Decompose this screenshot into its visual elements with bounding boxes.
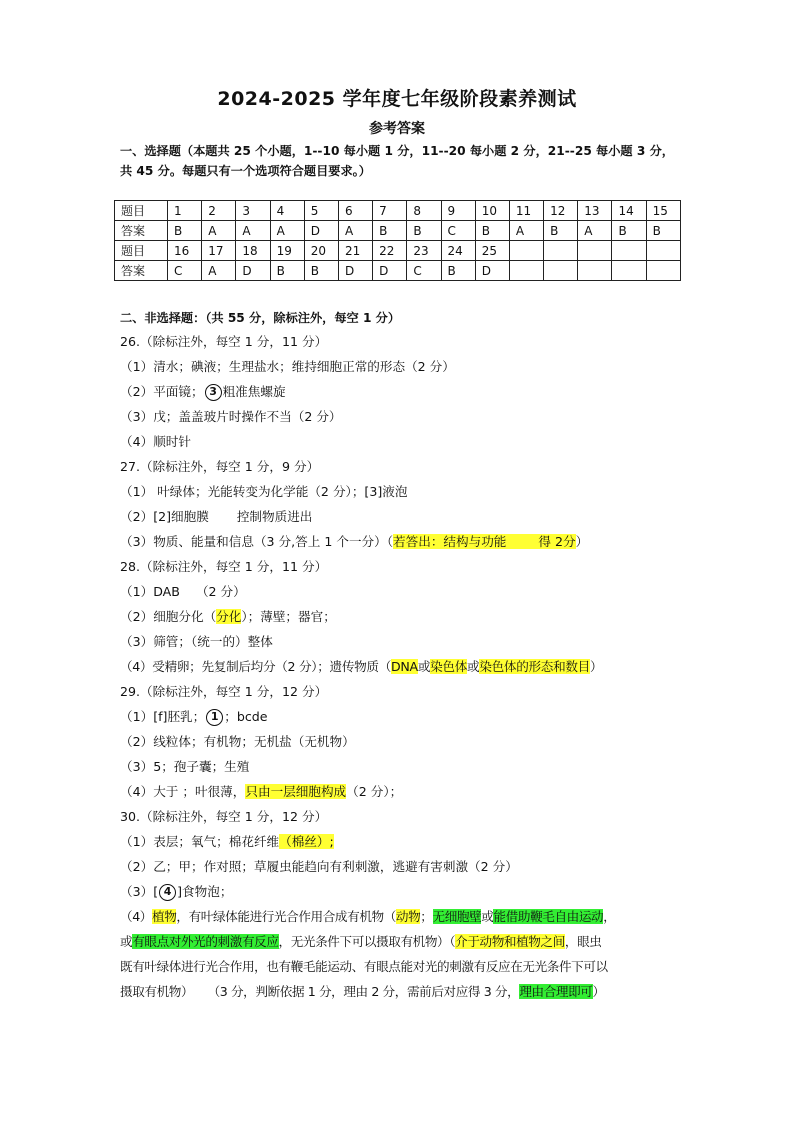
q26-heading: 26.（除标注外，每空 1 分，11 分） xyxy=(120,334,328,349)
table-cell: C xyxy=(407,261,441,281)
table-cell: B xyxy=(270,261,304,281)
table-cell: D xyxy=(475,261,509,281)
table-cell: B xyxy=(646,221,680,241)
answer-table xyxy=(114,200,681,281)
table-cell: A xyxy=(202,261,236,281)
table-cell xyxy=(578,241,612,261)
table-cell: B xyxy=(304,261,338,281)
q27-answer-1: （1） 叶绿体；光能转变为化学能（2 分）；[3]液泡 xyxy=(120,484,408,499)
highlight: DNA xyxy=(391,659,418,674)
page-subtitle: 参考答案 xyxy=(369,121,425,137)
table-cell xyxy=(646,261,680,281)
table-cell: 22 xyxy=(373,241,407,261)
table-cell: 14 xyxy=(612,201,646,221)
q27-heading: 27.（除标注外，每空 1 分，9 分） xyxy=(120,459,320,474)
table-cell: 8 xyxy=(407,201,441,221)
table-row xyxy=(115,241,681,261)
q28-heading: 28.（除标注外，每空 1 分，11 分） xyxy=(120,559,328,574)
table-cell: 16 xyxy=(168,241,202,261)
q27-answer-3: （3）物质、能量和信息（3 分,答上 1 个一分）（若答出：结构与功能 得 2分） xyxy=(120,534,589,549)
table-cell xyxy=(509,261,543,281)
table-cell: D xyxy=(338,261,372,281)
highlight: 介于动物和植物之间 xyxy=(455,934,565,949)
table-cell xyxy=(646,241,680,261)
table-cell: C xyxy=(168,261,202,281)
table-cell xyxy=(509,241,543,261)
table-cell: 12 xyxy=(544,201,578,221)
highlight: 动物 xyxy=(395,909,421,924)
q29-answer-3: （3）5；孢子囊；生殖 xyxy=(120,759,250,774)
q29-answer-2: （2）线粒体；有机物；无机盐（无机物） xyxy=(120,734,355,749)
q30-answer-4-line1: （4）植物，有叶绿体能进行光合作用合成有机物（动物；无细胞壁或能借助鞭毛自由运动， xyxy=(120,909,616,924)
circled-number: 1 xyxy=(206,709,223,726)
q30-answer-4-line4: 摄取有机物） （3 分，判断依据 1 分，理由 2 分，需前后对应得 3 分，理由合理即可） xyxy=(120,984,605,999)
q30-answer-3: （3）[ 4 ]食物泡； xyxy=(120,884,233,899)
page-title: 2024-2025 学年度七年级阶段素养测试 xyxy=(217,88,577,110)
table-cell: 20 xyxy=(304,241,338,261)
table-cell: 10 xyxy=(475,201,509,221)
table-cell: 11 xyxy=(509,201,543,221)
q28-answer-3: （3）筛管；（统一的）整体 xyxy=(120,634,273,649)
table-cell xyxy=(612,241,646,261)
table-cell: B xyxy=(475,221,509,241)
q29-heading: 29.（除标注外，每空 1 分，12 分） xyxy=(120,684,328,699)
table-cell: 24 xyxy=(441,241,475,261)
table-cell: 18 xyxy=(236,241,270,261)
answer-lines xyxy=(120,329,685,1004)
table-cell: D xyxy=(373,261,407,281)
table-cell: A xyxy=(578,221,612,241)
table-cell: 5 xyxy=(304,201,338,221)
q28-answer-1: （1）DAB （2 分） xyxy=(120,584,246,599)
table-cell xyxy=(544,241,578,261)
table-cell: 3 xyxy=(236,201,270,221)
section1-heading: 一、选择题（本题共 25 个小题，1--10 每小题 1 分，11--20 每小题 2 分，21--25 每小题 3 分，共 45 分。每题只有一个选项符合题目要求。） xyxy=(120,144,674,178)
q26-answer-1: （1）清水；碘液；生理盐水；维持细胞正常的形态（2 分） xyxy=(120,359,455,374)
table-cell: C xyxy=(441,221,475,241)
table-cell: A xyxy=(509,221,543,241)
table-cell: B xyxy=(441,261,475,281)
table-cell: A xyxy=(236,221,270,241)
circled-number: 4 xyxy=(159,884,176,901)
circled-number: 3 xyxy=(205,384,222,401)
table-cell xyxy=(612,261,646,281)
table-cell: D xyxy=(304,221,338,241)
row-label: 题目 xyxy=(115,201,168,221)
table-cell: 4 xyxy=(270,201,304,221)
q29-answer-4: （4）大于 ；叶很薄，只由一层细胞构成（2 分）； xyxy=(120,784,403,799)
q28-answer-2: （2）细胞分化（分化）；薄壁；器官； xyxy=(120,609,336,624)
table-row xyxy=(115,221,681,241)
highlight: 染色体的形态和数目 xyxy=(479,659,590,674)
q26-answer-4: （4）顺时针 xyxy=(120,434,191,449)
q30-answer-4-line2: 或有眼点对外光的刺激有反应，无光条件下可以摄取有机物）（介于动物和植物之间，眼虫 xyxy=(120,934,602,949)
row-label: 答案 xyxy=(115,221,168,241)
table-cell: 21 xyxy=(338,241,372,261)
q30-answer-4-line3: 既有叶绿体进行光合作用，也有鞭毛能运动、有眼点能对光的刺激有反应在无光条件下可以 xyxy=(120,959,608,974)
q29-answer-1: （1）[f]胚乳； 1 ；bcde xyxy=(120,709,268,724)
highlight: 分化 xyxy=(216,609,242,624)
highlight: 若答出：结构与功能 得 2分 xyxy=(393,534,576,549)
table-cell: 25 xyxy=(475,241,509,261)
highlight: 染色体 xyxy=(430,659,468,674)
q26-answer-3: （3）戊；盖盖玻片时操作不当（2 分） xyxy=(120,409,342,424)
table-cell xyxy=(578,261,612,281)
table-cell: 2 xyxy=(202,201,236,221)
table-cell: B xyxy=(544,221,578,241)
q30-heading: 30.（除标注外，每空 1 分，12 分） xyxy=(120,809,328,824)
highlight: 能借助鞭毛自由运动 xyxy=(493,909,604,924)
table-cell: 9 xyxy=(441,201,475,221)
table-cell: B xyxy=(612,221,646,241)
highlight: 理由合理即可 xyxy=(519,984,593,999)
q27-answer-2: （2）[2]细胞膜 控制物质进出 xyxy=(120,509,313,524)
highlight: （棉丝）; xyxy=(279,834,334,849)
highlight: 有眼点对外光的刺激有反应 xyxy=(132,934,279,949)
row-label: 题目 xyxy=(115,241,168,261)
table-cell: 23 xyxy=(407,241,441,261)
q30-answer-2: （2）乙；甲；作对照；草履虫能趋向有利刺激，逃避有害刺激（2 分） xyxy=(120,859,518,874)
table-cell: D xyxy=(236,261,270,281)
q28-answer-4: （4）受精卵；先复制后均分（2 分）；遗传物质（DNA或染色体或染色体的形态和数目） xyxy=(120,659,603,674)
table-cell: 15 xyxy=(646,201,680,221)
table-cell: 7 xyxy=(373,201,407,221)
highlight: 植物 xyxy=(152,909,177,924)
table-cell: B xyxy=(373,221,407,241)
table-row xyxy=(115,201,681,221)
table-cell: 1 xyxy=(168,201,202,221)
section2-heading: 二、非选择题：（共 55 分，除标注外，每空 1 分） xyxy=(120,311,401,325)
table-cell: A xyxy=(338,221,372,241)
table-cell: 19 xyxy=(270,241,304,261)
table-cell: A xyxy=(202,221,236,241)
highlight: 只由一层细胞构成 xyxy=(245,784,347,799)
table-row xyxy=(115,261,681,281)
row-label: 答案 xyxy=(115,261,168,281)
table-cell: 17 xyxy=(202,241,236,261)
q30-answer-1: （1）表层；氧气；棉花纤维（棉丝）; xyxy=(120,834,334,849)
table-cell: B xyxy=(407,221,441,241)
table-cell: B xyxy=(168,221,202,241)
table-cell xyxy=(544,261,578,281)
highlight: 无细胞壁 xyxy=(432,909,482,924)
table-cell: 13 xyxy=(578,201,612,221)
table-cell: A xyxy=(270,221,304,241)
q26-answer-2: （2）平面镜； 3 粗准焦螺旋 xyxy=(120,384,286,399)
table-cell: 6 xyxy=(338,201,372,221)
